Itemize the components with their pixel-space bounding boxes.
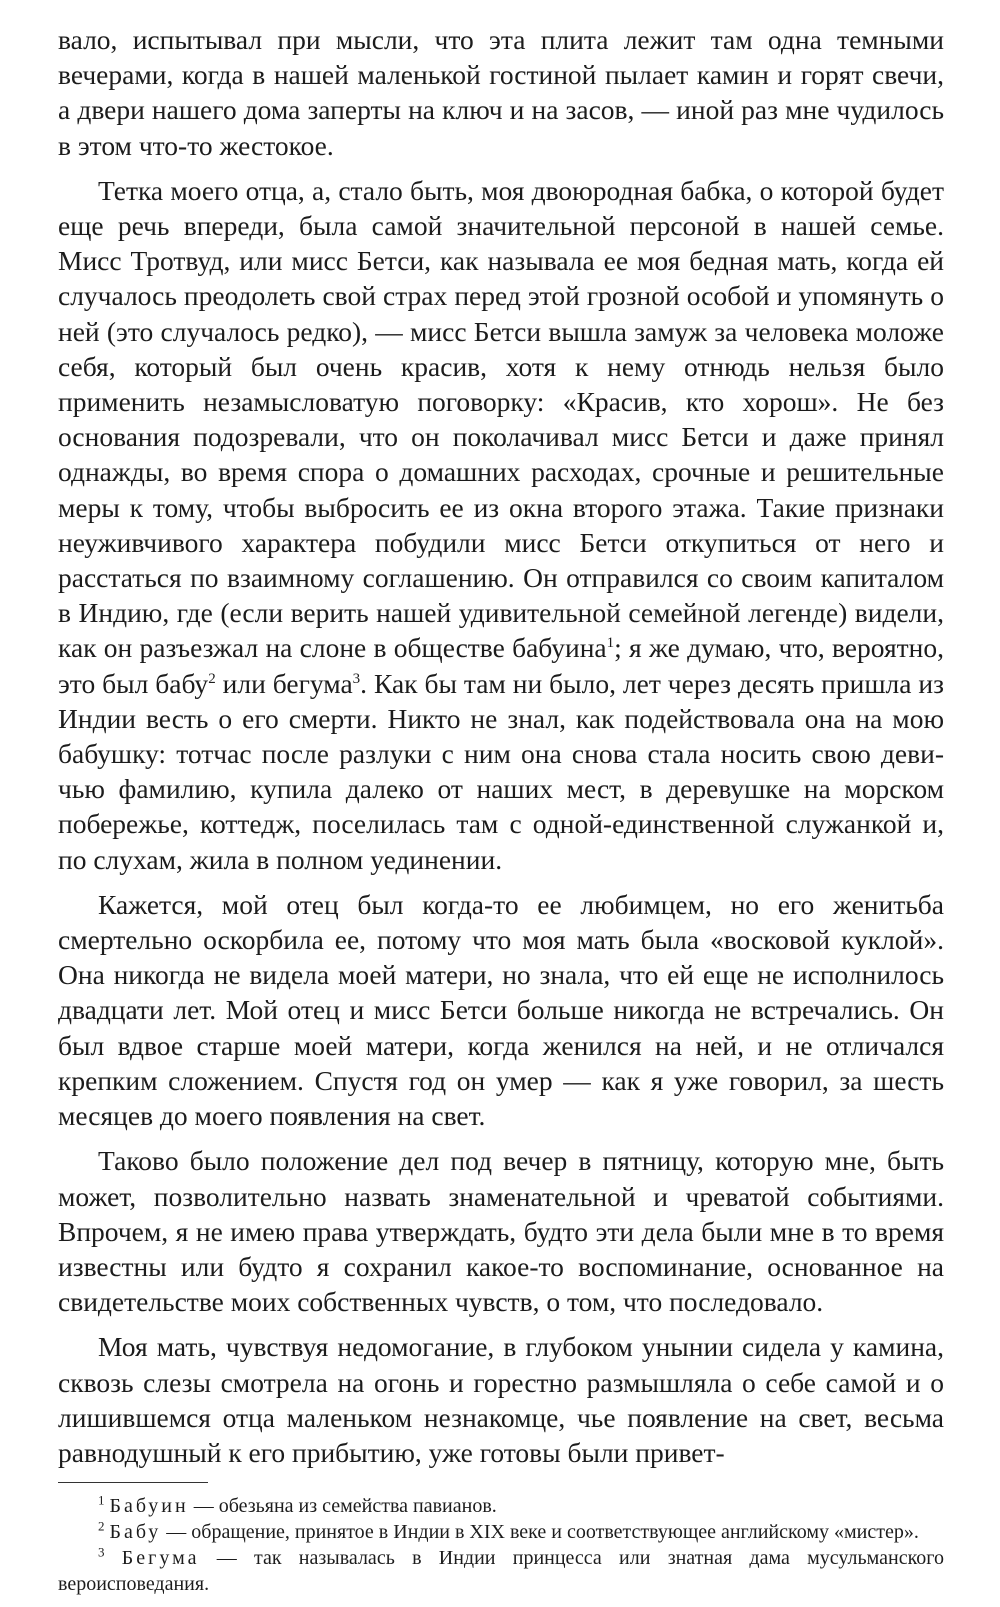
paragraph-2-text-c: или бегума xyxy=(215,667,353,699)
paragraph-3: Кажется, мой отец был когда-то ее любимцем, но его женитьба смертельно оскорбила ее, потому что моя мать была «восковой куклой». Она никогда не видела моей матери, но знала, что ей еще не исполнилось двадцати лет. Мой отец и мисс Бетси больше никогда не встречались. Он был вдвое старше моей матери, когда женился на ней, и не отличался крепким сложением. Спустя год он умер — как я уже говорил, за шесть месяцев до моего появления на свет. xyxy=(58,888,944,1132)
footnote-ref-1[interactable]: 1 xyxy=(606,635,615,652)
footnote-2-number: 2 xyxy=(98,1518,105,1534)
footnote-3-term: Бегума xyxy=(121,1547,200,1570)
footnote-1-number: 1 xyxy=(98,1492,105,1508)
footnote-3-text: — так называлась в Индии принцесса или знатная дама мусульманского вероисповедания. xyxy=(58,1547,945,1596)
footnote-3-number: 3 xyxy=(98,1544,105,1560)
paragraph-2-text-b: ; я же думаю, что, вероятно, это был бабу xyxy=(58,632,944,699)
footnote-2-term: Бабу xyxy=(109,1521,162,1544)
footnote-2-text: — обращение, принятое в Индии в XIX веке и соответствующее английскому «мистер». xyxy=(161,1521,919,1544)
paragraph-5: Моя мать, чувствуя недомогание, в глубоком унынии сидела у камина, сквозь слезы смотрела на огонь и горестно размышляла о себе самой и о лишившемся отца маленьком незнакомце, чье появление на свет, весьма равнодушный к его прибытию, уже готовы были привет- xyxy=(58,1331,944,1468)
paragraph-2 xyxy=(58,173,944,877)
paragraph-2-text-a: Тетка моего отца, а, стало быть, моя двоюродная бабка, о которой будет еще речь впереди, была самой значительной персоной в нашей семье. Мисс Тротвуд, или мисс Бетси, как называла ее моя бедная мать, когда ей случалось преодолеть свой страх перед этой грозной особой и упомянуть о ней (это случалось редко), — мисс Бетси вышла замуж за человека моложе себя, который был очень красив, хотя к нему отнюдь нельзя было применить незамысловатую поговорку: «Красив, кто хорош». Не без основания подозревали, что он поколачивал мисс Бетси и даже принял однажды, во время спора о домашних расходах, срочные и решительные меры к тому, чтобы выбросить ее из окна второго этажа. Такие признаки неуживчивого характера побудили мисс Бетси откупиться от него и расстаться по взаимному соглашению. Он отправился со своим капиталом в Индию, где (если верить нашей удивительной семейной легенде) видели, как он разъезжал на слоне в обществе бабуина xyxy=(58,174,944,664)
paragraph-1: вало, испытывал при мысли, что эта плита лежит там одна темными вечерами, когда в нашей маленькой гостиной пылает камин и горят свечи, а двери нашего дома заперты на ключ и на засов, — иной раз мне чудилось в этом что-то жестокое. xyxy=(58,24,944,161)
book-page xyxy=(58,22,944,1597)
footnote-1-text: — обезьяна из семейства павианов. xyxy=(188,1495,497,1518)
footnote-divider xyxy=(58,1482,208,1483)
paragraph-2-text-d: . Как бы там ни было, лет через десять пришла из Индии весть о его смерти. Никто не знал, как подействовала она на мою бабушку: тотчас после разлуки с ним она снова стала носить свою девичью фамилию, купила далеко от наших мест, в деревушке на морском побережье, коттедж, поселилась там с одной-единственной служанкой и, по слухам, жила в полном уединении. xyxy=(58,667,944,875)
paragraph-4: Таково было положение дел под вечер в пятницу, которую мне, быть может, позволительно назвать знаменательной и чреватой событиями. Впрочем, я не имею права утверждать, будто эти дела были мне в то время известны или будто я сохранил какое-то воспоминание, основанное на свидетельстве моих собственных чувств, о том, что последовало. xyxy=(58,1145,944,1318)
footnote-ref-3[interactable]: 3 xyxy=(352,670,361,687)
footnote-3 xyxy=(58,1545,944,1597)
footnote-1-term: Бабуин xyxy=(109,1495,189,1518)
footnote-ref-2[interactable]: 2 xyxy=(208,670,216,687)
footnote-1 xyxy=(58,1493,944,1519)
footnote-2 xyxy=(58,1519,944,1545)
